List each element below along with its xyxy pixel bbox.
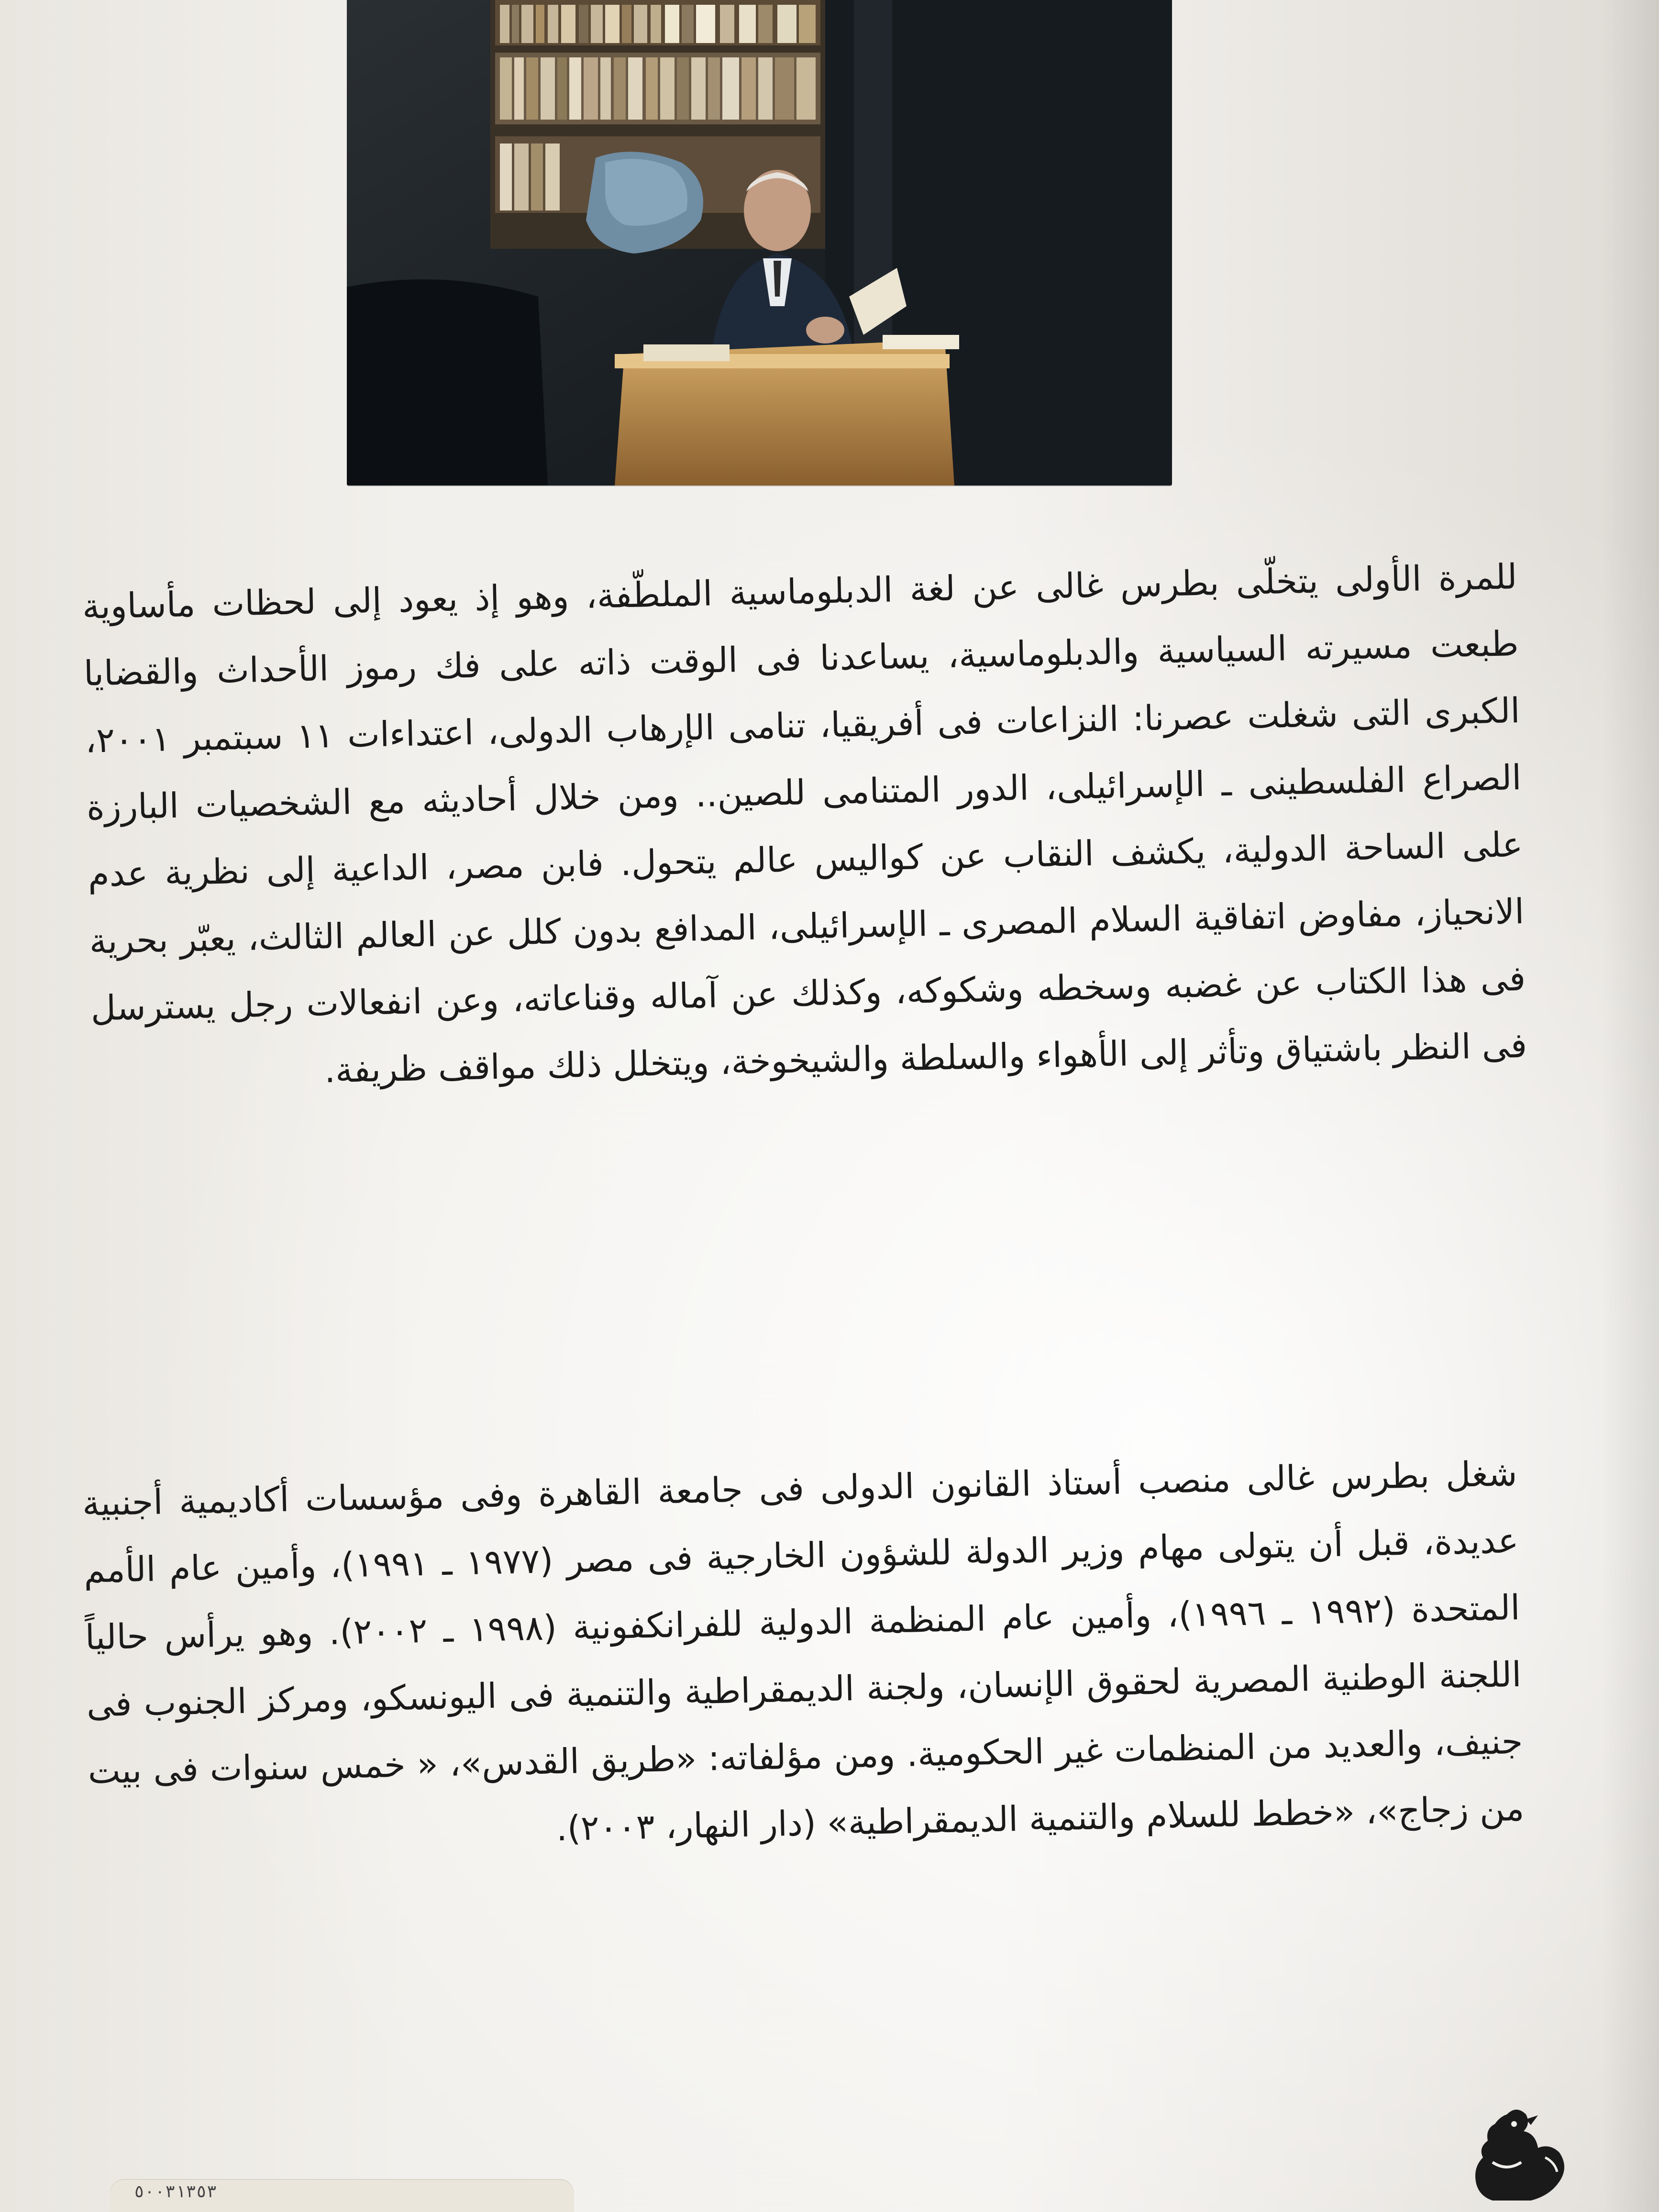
author-photo: [347, 0, 1172, 486]
rooster-logo-icon: [1435, 2105, 1579, 2212]
photo-man-at-desk-in-library-icon: [347, 0, 1172, 486]
barcode-sticker: [110, 2179, 574, 2212]
description-paragraph: للمرة الأولى يتخلّى بطرس غالى عن لغة الدبلوماسية الملطّفة، وهو إذ يعود إلى لحظات مأساوية طبعت مسيرته السياسية والدبلوماسية، يساعدنا فى الوقت ذاته على فك رموز الأحداث والقضايا الكبرى التى شغلت عصرنا: النزاعات فى أفريقيا، تنامى الإرهاب الدولى، اعتداءات ١١ سبتمبر ٢٠٠١، الصراع الفلسطينى ـ الإسرائيلى، الدور المتنامى للصين.. ومن خلال أحاديثه مع الشخصيات البارزة على الساحة الدولية، يكشف النقاب عن كواليس عالم يتحول. فابن مصر، الداعية إلى نظرية عدم الانحياز، مفاوض اتفاقية السلام المصرى ـ الإسرائيلى، المدافع بدون كلل عن العالم الثالث، يعبّر بحرية فى هذا الكتاب عن غضبه وسخطه وشكوكه، وكذلك عن آماله وقناعاته، وعن انفعالات رجل يسترسل فى النظر باشتياق وتأثر إلى الأهواء والسلطة والشيخوخة، ويتخلل ذلك مواقف ظريفة.: [82, 556, 1527, 1091]
barcode-number: ٥٠٠٣١٣٥٣: [134, 2182, 217, 2201]
author-bio-paragraph: شغل بطرس غالى منصب أستاذ القانون الدولى فى جامعة القاهرة وفى مؤسسات أكاديمية أجنبية عديدة، قبل أن يتولى مهام وزير الدولة للشؤون الخارجية فى مصر (١٩٧٧ ـ ١٩٩١)، وأمين عام الأمم المتحدة (١٩٩٢ ـ ١٩٩٦)، وأمين عام المنظمة الدولية للفرانكفونية (١٩٩٨ ـ ٢٠٠٢). وهو يرأس حالياً اللجنة الوطنية المصرية لحقوق الإنسان، ولجنة الديمقراطية والتنمية فى اليونسكو، ومركز الجنوب فى جنيف، والعديد من المنظمات غير الحكومية. ومن مؤلفاته: «طريق القدس»، « خمس سنوات فى بيت من زجاج»، «خطط للسلام والتنمية الديمقراطية» (دار النهار، ٢٠٠٣).: [82, 1453, 1525, 1849]
page-edge-shadow: [1602, 0, 1659, 2212]
